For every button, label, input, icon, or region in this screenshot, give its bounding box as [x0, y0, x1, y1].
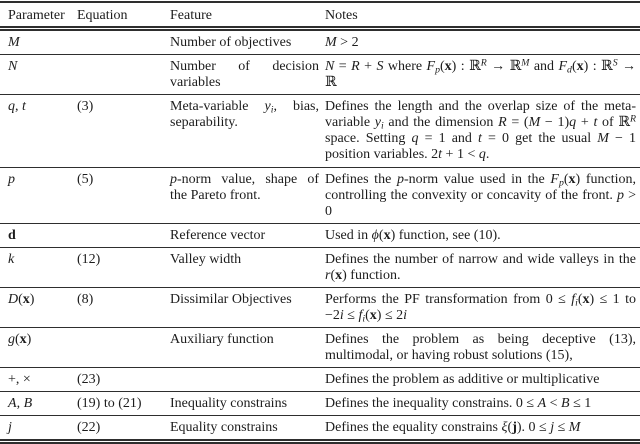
feature-cell: Valley width	[170, 248, 325, 288]
equation-cell	[77, 29, 170, 55]
table-row-Dx	[0, 288, 640, 328]
notes-cell: N = R + S where $F_p(x)$ : ℝ$^R$ → ℝ$^M$ and $F_d(x)$ : ℝ$^S$ → ℝ	[325, 55, 640, 95]
feature-cell: Equality constrains	[170, 416, 325, 442]
feature-cell: Auxiliary function	[170, 328, 325, 368]
table-row-M	[0, 29, 640, 55]
table-row-qt	[0, 95, 640, 168]
equation-cell: (22)	[77, 416, 170, 442]
notes-cell: Defines the length and the overlap size of the meta-variable $y_i$ and the dimension R = (M − 1)q + t of ℝ$^R$ space. Setting q = 1 and t = 0 get the usual M − 1 position variables. 2t + 1 < q.	[325, 95, 640, 168]
notes-cell: Performs the PF transformation from $0 \le f_i(x) \le 1$ to $-2i \le f_i(x) \le 2i$	[325, 288, 640, 328]
equation-cell	[77, 328, 170, 368]
parameters-table	[0, 1, 640, 444]
feature-cell	[170, 368, 325, 392]
feature-cell: Inequality constrains	[170, 392, 325, 416]
notes-cell: Defines the problem as being deceptive (13), multimodal, or having robust solutions (15),	[325, 328, 640, 368]
param-cell: +, ×	[0, 368, 77, 392]
table-row-plus-times	[0, 368, 640, 392]
equation-cell: (12)	[77, 248, 170, 288]
header-feature: Feature	[170, 2, 325, 29]
param-cell: d	[0, 224, 77, 248]
notes-cell: M > 2	[325, 29, 640, 55]
notes-cell: Defines the equality constrains ξ(j). 0 ≤ j ≤ M	[325, 416, 640, 442]
equation-cell: (3)	[77, 95, 170, 168]
feature-cell: Meta-variable $y_i$, bias, separability.	[170, 95, 325, 168]
table-row-k	[0, 248, 640, 288]
param-cell: M	[0, 29, 77, 55]
table-row-AB	[0, 392, 640, 416]
param-cell: k	[0, 248, 77, 288]
equation-cell	[77, 55, 170, 95]
equation-cell: (19) to (21)	[77, 392, 170, 416]
table-row-d	[0, 224, 640, 248]
header-parameter: Parameter	[0, 2, 77, 29]
feature-cell: Reference vector	[170, 224, 325, 248]
param-cell: g(x)	[0, 328, 77, 368]
notes-cell: Used in ϕ(x) function, see (10).	[325, 224, 640, 248]
table-row-j	[0, 416, 640, 442]
table-row-p	[0, 168, 640, 224]
notes-cell: Defines the number of narrow and wide valleys in the r(x) function.	[325, 248, 640, 288]
equation-cell: (5)	[77, 168, 170, 224]
param-cell: p	[0, 168, 77, 224]
table-row-N	[0, 55, 640, 95]
feature-cell: Number of decision variables	[170, 55, 325, 95]
param-cell: A, B	[0, 392, 77, 416]
feature-cell: Number of objectives	[170, 29, 325, 55]
feature-cell: Dissimilar Objectives	[170, 288, 325, 328]
param-cell: D(x)	[0, 288, 77, 328]
notes-cell: Defines the inequality constrains. 0 ≤ A < B ≤ 1	[325, 392, 640, 416]
table-header	[0, 2, 640, 29]
notes-cell: Defines the problem as additive or multiplicative	[325, 368, 640, 392]
feature-cell: p-norm value, shape of the Pareto front.	[170, 168, 325, 224]
header-row	[0, 2, 640, 29]
header-notes: Notes	[325, 2, 640, 29]
param-cell: j	[0, 416, 77, 442]
equation-cell	[77, 224, 170, 248]
equation-cell: (23)	[77, 368, 170, 392]
header-equation: Equation	[77, 2, 170, 29]
notes-cell: Defines the p-norm value used in the $F_p(x)$ function, controlling the convexity or concavity of the front. p > 0	[325, 168, 640, 224]
table-row-gx	[0, 328, 640, 368]
param-cell: q, t	[0, 95, 77, 168]
param-cell: N	[0, 55, 77, 95]
table-body	[0, 29, 640, 442]
equation-cell: (8)	[77, 288, 170, 328]
